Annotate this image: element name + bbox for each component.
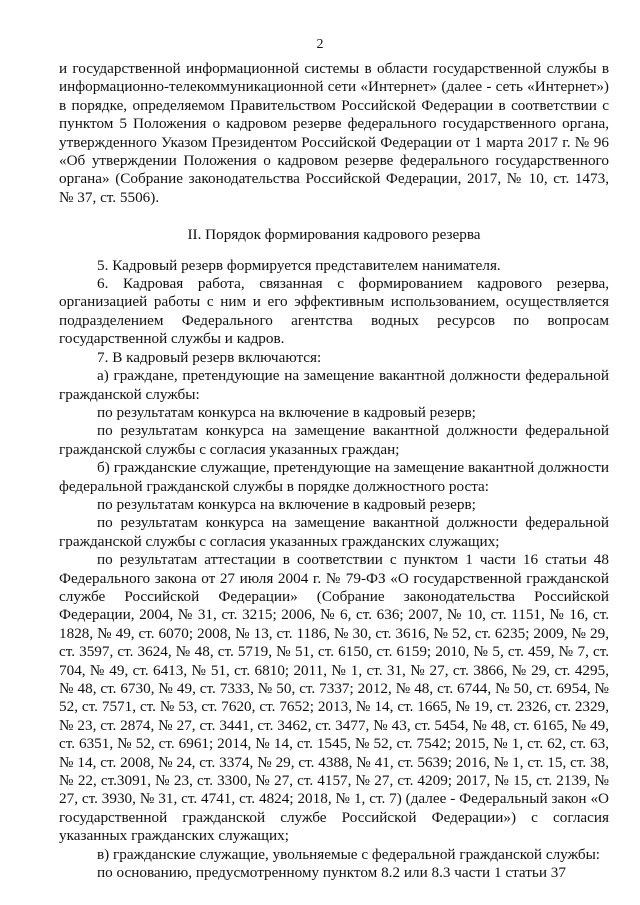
paragraph-item-6: 6. Кадровая работа, связанная с формированием кадрового резерва, организацией работы с ним и его эффективным использованием, осуществляется подразделением Федерального агентства водных ресурсов по вопросам государственной службы и кадров. [59, 275, 609, 348]
paragraph-item-5: 5. Кадровый резерв формируется представителем нанимателя. [97, 256, 501, 274]
subitem-a-competition-reserve: по результатам конкурса на включение в кадровый резерв; [97, 403, 476, 421]
subitem-a: а) граждане, претендующие на замещение вакантной должности федеральной гражданской службы: [59, 367, 609, 403]
page-number: 2 [316, 37, 324, 52]
subitem-b-competition-reserve: по результатам конкурса на включение в кадровый резерв; [97, 495, 476, 513]
subitem-v-ground: по основанию, предусмотренному пунктом 8.2 или 8.3 части 1 статьи 37 [97, 864, 566, 882]
document-body [59, 60, 609, 882]
subitem-b-attestation: по результатам аттестации в соответствии с пунктом 1 части 16 статьи 48 Федерального закона от 27 июля 2004 г. № 79-ФЗ «О государственной гражданской службе Российской Федерации» (Собрание законодательства Российской Федерации, 2004, № 31, ст. 3215; 2006, № 6, ст. 636; 2007, № 10, ст. 1151, № 16, ст. 1828, № 49, ст. 6070; 2008, № 13, ст. 1186, № 30, ст. 3616, № 52, ст. 6235; 2009, № 29, ст. 3597, ст. 3624, № 48, ст. 5719, № 51, ст. 6150, ст. 6159; 2010, № 5, ст. 459, № 7, ст. 704, № 49, ст. 6413, № 51, ст. 6810; 2011, № 1, ст. 31, № 27, ст. 3866, № 29, ст. 4295, № 48, ст. 6730, № 49, ст. 7333, № 50, ст. 7337; 2012, № 48, ст. 6744, № 50, ст. 6954, № 52, ст. 7571, ст. № 53, ст. 7620, ст. 7652; 2013, № 14, ст. 1665, № 19, ст. 2326, ст. 2329, № 23, ст. 2874, № 27, ст. 3441, ст. 3462, ст. 3477, № 43, ст. 5454, № 48, ст. 6165, № 49, ст. 6351, № 52, ст. 6961; 2014, № 14, ст. 1545, № 52, ст. 7542; 2015, № 1, ст. 62, ст. 63, № 14, ст. 2008, № 24, ст. 3374, № 29, ст. 4388, № 41, ст. 5639; 2016, № 1, ст. 15, ст. 38, № 22, ст.3091, № 23, ст. 3300, № 27, ст. 4157, № 27, ст. 4209; 2017, № 15, ст. 2139, № 27, ст. 3930, № 31, ст. 4741, ст. 4824; 2018, № 1, ст. 7) (далее - Федеральный закон «О государственной гражданской службе Российской Федерации») с согласия указанных гражданских служащих; [59, 551, 609, 845]
paragraph-item-7: 7. В кадровый резерв включаются: [97, 348, 322, 366]
intro-paragraph: и государственной информационной системы в области государственной службы в информационно-телекоммуникационной сети «Интернет» (далее - сеть «Интернет») в порядке, определяемом Правительством Российской Федерации в соответствии с пунктом 5 Положения о кадровом резерве федерального государственного органа, утвержденного Указом Президентом Российской Федерации от 1 марта 2017 г. № 96 «Об утверждении Положения о кадровом резерве федерального государственного органа» (Собрание законодательства Российской Федерации, 2017, № 10, ст. 1473, № 37, ст. 5506). [59, 60, 609, 206]
subitem-v: в) гражданские служащие, увольняемые с федеральной гражданской службы: [97, 845, 601, 863]
section-heading: II. Порядок формирования кадрового резерва [187, 226, 481, 244]
subitem-a-competition-vacancy: по результатам конкурса на замещение вакантной должности федеральной гражданской службы с согласия указанных граждан; [59, 422, 609, 458]
subitem-b-competition-vacancy: по результатам конкурса на замещение вакантной должности федеральной гражданской службы с согласия указанных гражданских служащих; [59, 514, 609, 550]
subitem-b: б) гражданские служащие, претендующие на замещение вакантной должности федеральной гражданской службы в порядке должностного роста: [59, 459, 609, 495]
